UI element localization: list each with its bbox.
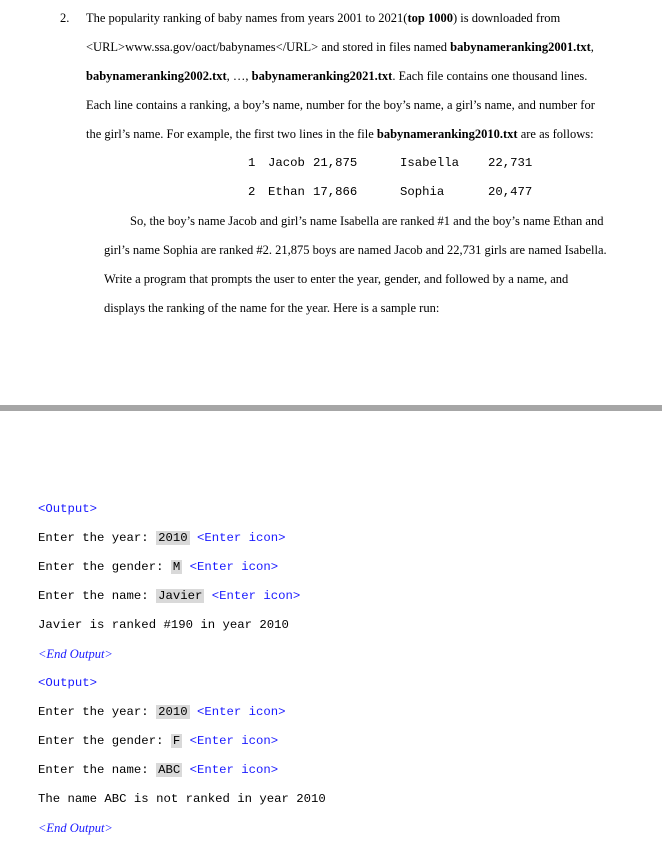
problem-line-5: the girl’s name. For example, the first two lines in the file babynameranking2010.txt are as follows: — [86, 127, 594, 141]
table-girl-name: Isabella — [400, 156, 460, 170]
output-end-tag: <End Output> — [38, 647, 113, 661]
year-input-value: 2010 — [158, 531, 188, 545]
table-rank: 1 — [248, 156, 256, 170]
problem-line-3: babynameranking2002.txt, …, babynameranking2021.txt. Each file contains one thousand lines. — [86, 69, 588, 83]
gender-input-value: F — [172, 734, 181, 748]
explanation-line-4: displays the ranking of the name for the year. Here is a sample run: — [104, 301, 440, 315]
name-input-value: ABC — [158, 763, 181, 777]
enter-icon: <Enter icon> — [189, 734, 279, 748]
table-boy-name: Jacob — [268, 156, 305, 170]
run-result-line: Javier is ranked #190 in year 2010 — [38, 618, 289, 632]
problem-number: 2. — [60, 11, 70, 25]
explanation-line-2: girl’s name Sophia are ranked #2. 21,875 boys are named Jacob and 22,731 girls are named Isabella. — [104, 243, 607, 257]
table-girl-name: Sophia — [400, 185, 445, 199]
table-girl-count: 20,477 — [488, 185, 533, 199]
problem-line-4: Each line contains a ranking, a boy’s name, number for the boy’s name, a girl’s name, and number for — [86, 98, 595, 112]
problem-line-2: <URL>www.ssa.gov/oact/babynames</URL> and stored in files named babynameranking2001.txt, — [86, 40, 594, 54]
enter-icon: <Enter icon> — [197, 531, 286, 545]
explanation-line-1: So, the boy’s name Jacob and girl’s name Isabella are ranked #1 and the boy’s name Ethan and — [130, 214, 604, 228]
problem-line-1: The popularity ranking of baby names from years 2001 to 2021(top 1000) is downloaded from — [86, 11, 561, 25]
enter-icon: <Enter icon> — [189, 560, 279, 574]
output-start-tag: <Output> — [38, 502, 98, 516]
table-boy-name: Ethan — [268, 185, 305, 199]
run-year-line: Enter the year: 2010 <Enter icon> — [38, 705, 286, 719]
run-name-line: Enter the name: ABC <Enter icon> — [38, 763, 279, 777]
run-result-line: The name ABC is not ranked in year 2010 — [38, 792, 326, 806]
year-input-value: 2010 — [158, 705, 188, 719]
enter-icon: <Enter icon> — [189, 763, 279, 777]
output-end-tag: <End Output> — [38, 821, 113, 835]
name-input-value: Javier — [158, 589, 203, 603]
run-name-line: Enter the name: Javier <Enter icon> — [38, 589, 301, 603]
enter-icon: <Enter icon> — [197, 705, 286, 719]
table-girl-count: 22,731 — [488, 156, 533, 170]
table-rank: 2 — [248, 185, 256, 199]
table-boy-count: 21,875 — [313, 156, 358, 170]
run-gender-line: Enter the gender: F <Enter icon> — [38, 734, 279, 748]
gender-input-value: M — [172, 560, 181, 574]
output-start-tag: <Output> — [38, 676, 98, 690]
explanation-line-3: Write a program that prompts the user to enter the year, gender, and followed by a name, and — [104, 272, 569, 286]
run-year-line: Enter the year: 2010 <Enter icon> — [38, 531, 286, 545]
section-divider — [0, 405, 662, 411]
enter-icon: <Enter icon> — [211, 589, 301, 603]
table-boy-count: 17,866 — [313, 185, 358, 199]
run-gender-line: Enter the gender: M <Enter icon> — [38, 560, 279, 574]
